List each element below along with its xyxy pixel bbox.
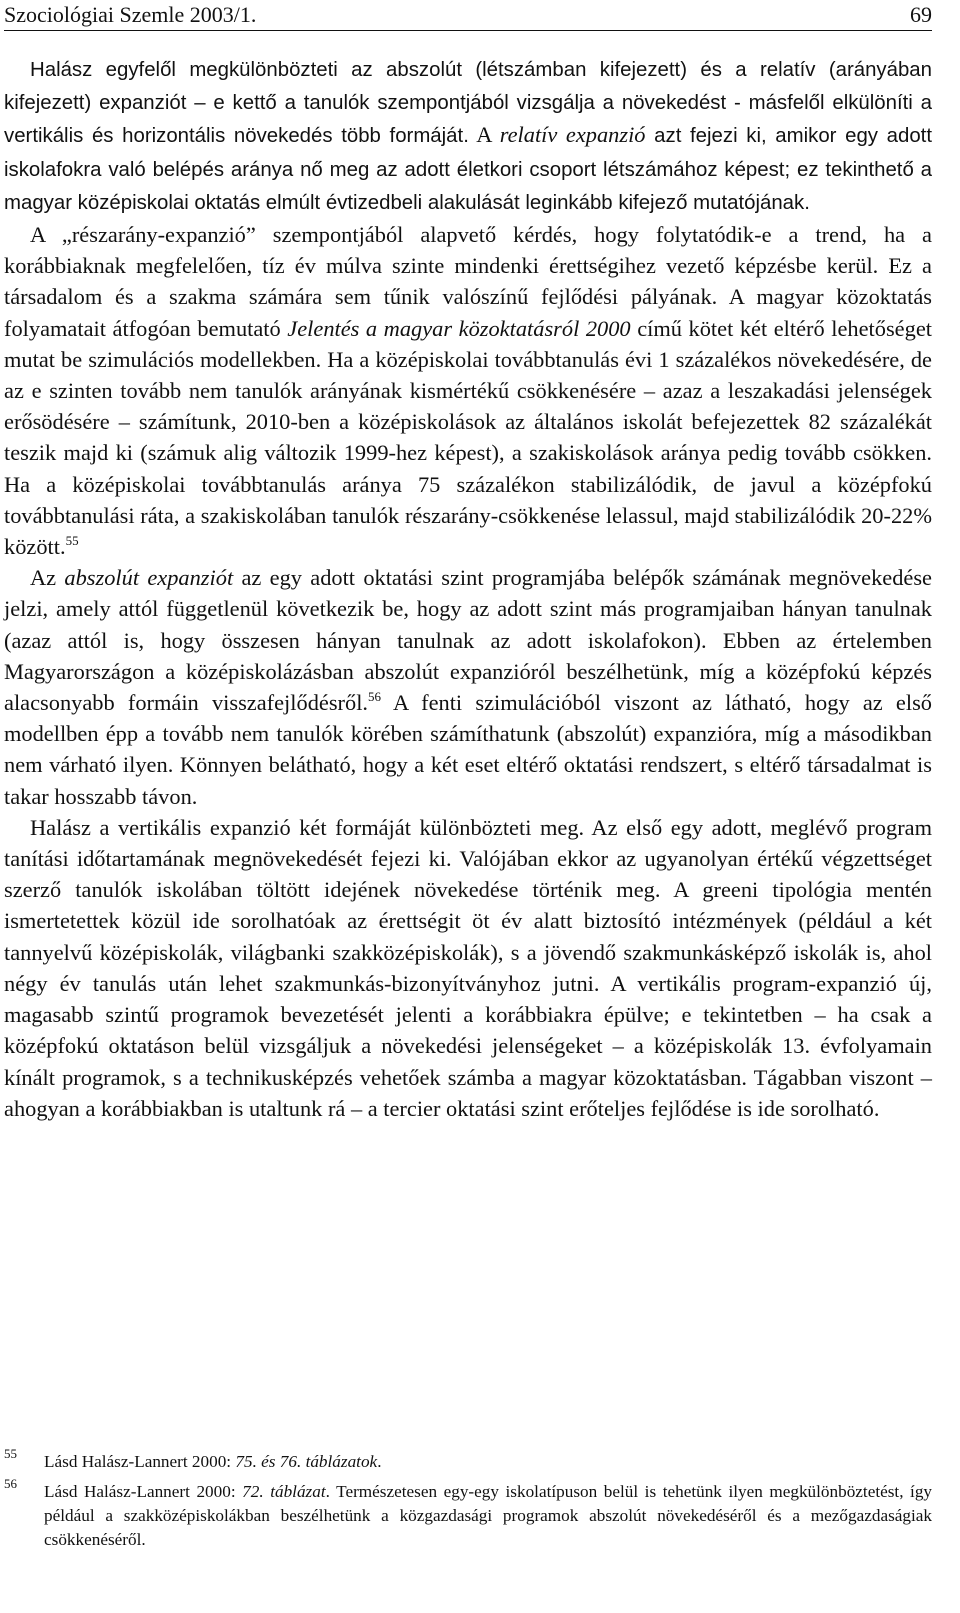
footnote-number: 55 [4,1446,17,1461]
paragraph-3-part-d: A fenti szimulációból viszont az látható, hogy az első modellben épp a tovább nem tanulók körében számíthatunk (abszolút) expanzióra, míg a másodikban nem várható ilyen. Könnyen belátható, hogy a két eset eltérő oktatási rendszert, s eltérő társadalmat is takar hosszabb távon. [4,690,932,809]
footnote-56 [4,1476,933,1552]
term-relative-expansion: relatív expanzió [499,122,646,148]
paragraph-1 [4,53,932,219]
paragraph-1-part-a: Halász egyfelől megkülönbözteti az abszolút (létszámban kifejezett) és a relatív (arányában kifejezett) expanziót – e kettő a tanulók szempontjából vizsgálja a növekedést - másfelől elkülöníti a vertikális és horizontális növekedés több formáját. [4,59,932,148]
paragraph-4 [4,812,932,1124]
cited-report-title: Jelentés a magyar közoktatásról 2000 [287,315,631,341]
footnote-text-a: Lásd Halász-Lannert 2000: [44,1452,236,1471]
footnote-number: 56 [4,1476,17,1491]
footnote-55 [4,1446,932,1474]
paragraph-2-part-a: A „részarány-expanzió” szempontjából alapvető kérdés, hogy folytatódik-e a trend, ha a korábbiaknak megfelelően, tíz év múlva szinte mindenki érettségihez vezető képzésbe kerül. Ez a társadalom és a szakma számára sem tűnik valószínű fejlődési pályának. A magyar közoktatás folyamatait átfogóan bemutató [4,222,932,341]
footnote-text-c: . [377,1452,382,1471]
paragraph-3-part-a: Az [30,565,65,591]
footnote-text-a: Lásd Halász-Lannert 2000: [44,1482,243,1501]
paragraph-1-part-d: azt fejezi ki, amikor egy adott iskolafokra való belépés aránya nő meg az adott életkori csoport létszámához képest; ez tekinthető a magyar középiskolai oktatás elmúlt évtizedbeli alakulását leginkább kifejező mutatójának. [4,125,932,214]
footnote-table-ref: 72. táblázat [242,1482,326,1501]
footnote-ref-55: 55 [65,533,79,549]
paragraph-3 [4,562,932,812]
paragraph-2-part-c: című kötet két eltérő lehetőséget mutat be szimulációs modellekben. Ha a középiskolai továbbtanulás évi 1 százalékos növekedésére, de az e szinten tovább nem tanulók arányának kismértékű csökkenésére – azaz a leszakadási jelenségek erősödésére – számítunk, 2010-ben a középiskolások az általános iskolát befejezettek 82 százalékát teszik majd ki (számuk alig változik 1999-hez képest), a szakiskolások aránya pedig tovább csökken. Ha a középiskolai továbbtanulás aránya 75 százalékon stabilizálódik, de javul a középfokú továbbtanulási ráta, a szakiskolában tanulók részarány-csökkenése lelassul, majd stabilizálódik 20-22% között. [4,315,932,560]
body-text [4,53,932,1124]
paragraph-3-part-c: az egy adott oktatási szint programjába belépők számának megnövekedése jelzi, amely attól függetlenül következik be, hogy az adott szint más programjaiban hányan tanulnak (azaz attól is, hogy összesen hányan tanulnak az adott iskolafokon). Ebben az értelemben Magyarországon a középiskolázásban abszolút expanzióról beszélhetünk, míg a középfokú képzés alacsonyabb formáin visszafejlődésről. [4,565,932,716]
running-header [4,0,932,31]
paragraph-1-part-b: A [468,122,500,148]
page-number: 69 [910,2,932,27]
paragraph-4-text: Halász a vertikális expanzió két formáját különbözteti meg. Az első egy adott, meglévő program tanítási időtartamának megnövekedését fejezi ki. Valójában ekkor az ugyanolyan értékű végzettséget szerző tanulók iskolában töltött idejének növekedése történik meg. A greeni tipológia mentén ismertetettek közül ide sorolhatóak az érettségit öt év alatt biztosító intézmények (például a két tannyelvű középiskolák, világbanki szakközépiskolák), s a jövendő szakmunkásképző iskolák is, ahol négy év tanulás után lehet szakmunkás-bizonyítványhoz jutni. A vertikális program-expanzió új, magasabb szintű programok bevezetését jelenti a korábbiakra épülve; e tekintetben – ha csak a középfokú oktatáson belül vizsgáljuk a növekedési jelenségeket – a középiskolák 13. évfolyamain kínált programok, s a technikusképzés vehetőek számba a magyar közoktatásban. Tágabban viszont – ahogyan a korábbiakban is utaltunk rá – a tercier oktatási szint erőteljes fejlődése is ide sorolható. [4,814,932,1121]
document-page [4,0,932,1613]
footnote-text-d: Természetesen egy-egy iskolatípuson belül is tehetünk ilyen megkülönböztetést, így például a szakközépiskolákban beszélhetünk a közgazdasági programok abszolút növekedéséről és a mezőgazdaságiak csökkenéséről. [44,1482,933,1549]
footnotes [4,1446,933,1558]
footnote-text-c: . [325,1482,330,1501]
term-absolute-expansion: abszolút expanziót [64,565,234,591]
paragraph-2 [4,219,932,562]
footnote-table-ref: 75. és 76. táblázatok [235,1452,378,1471]
journal-title: Szociológiai Szemle 2003/1. [4,2,257,27]
footnote-ref-56: 56 [368,689,382,705]
